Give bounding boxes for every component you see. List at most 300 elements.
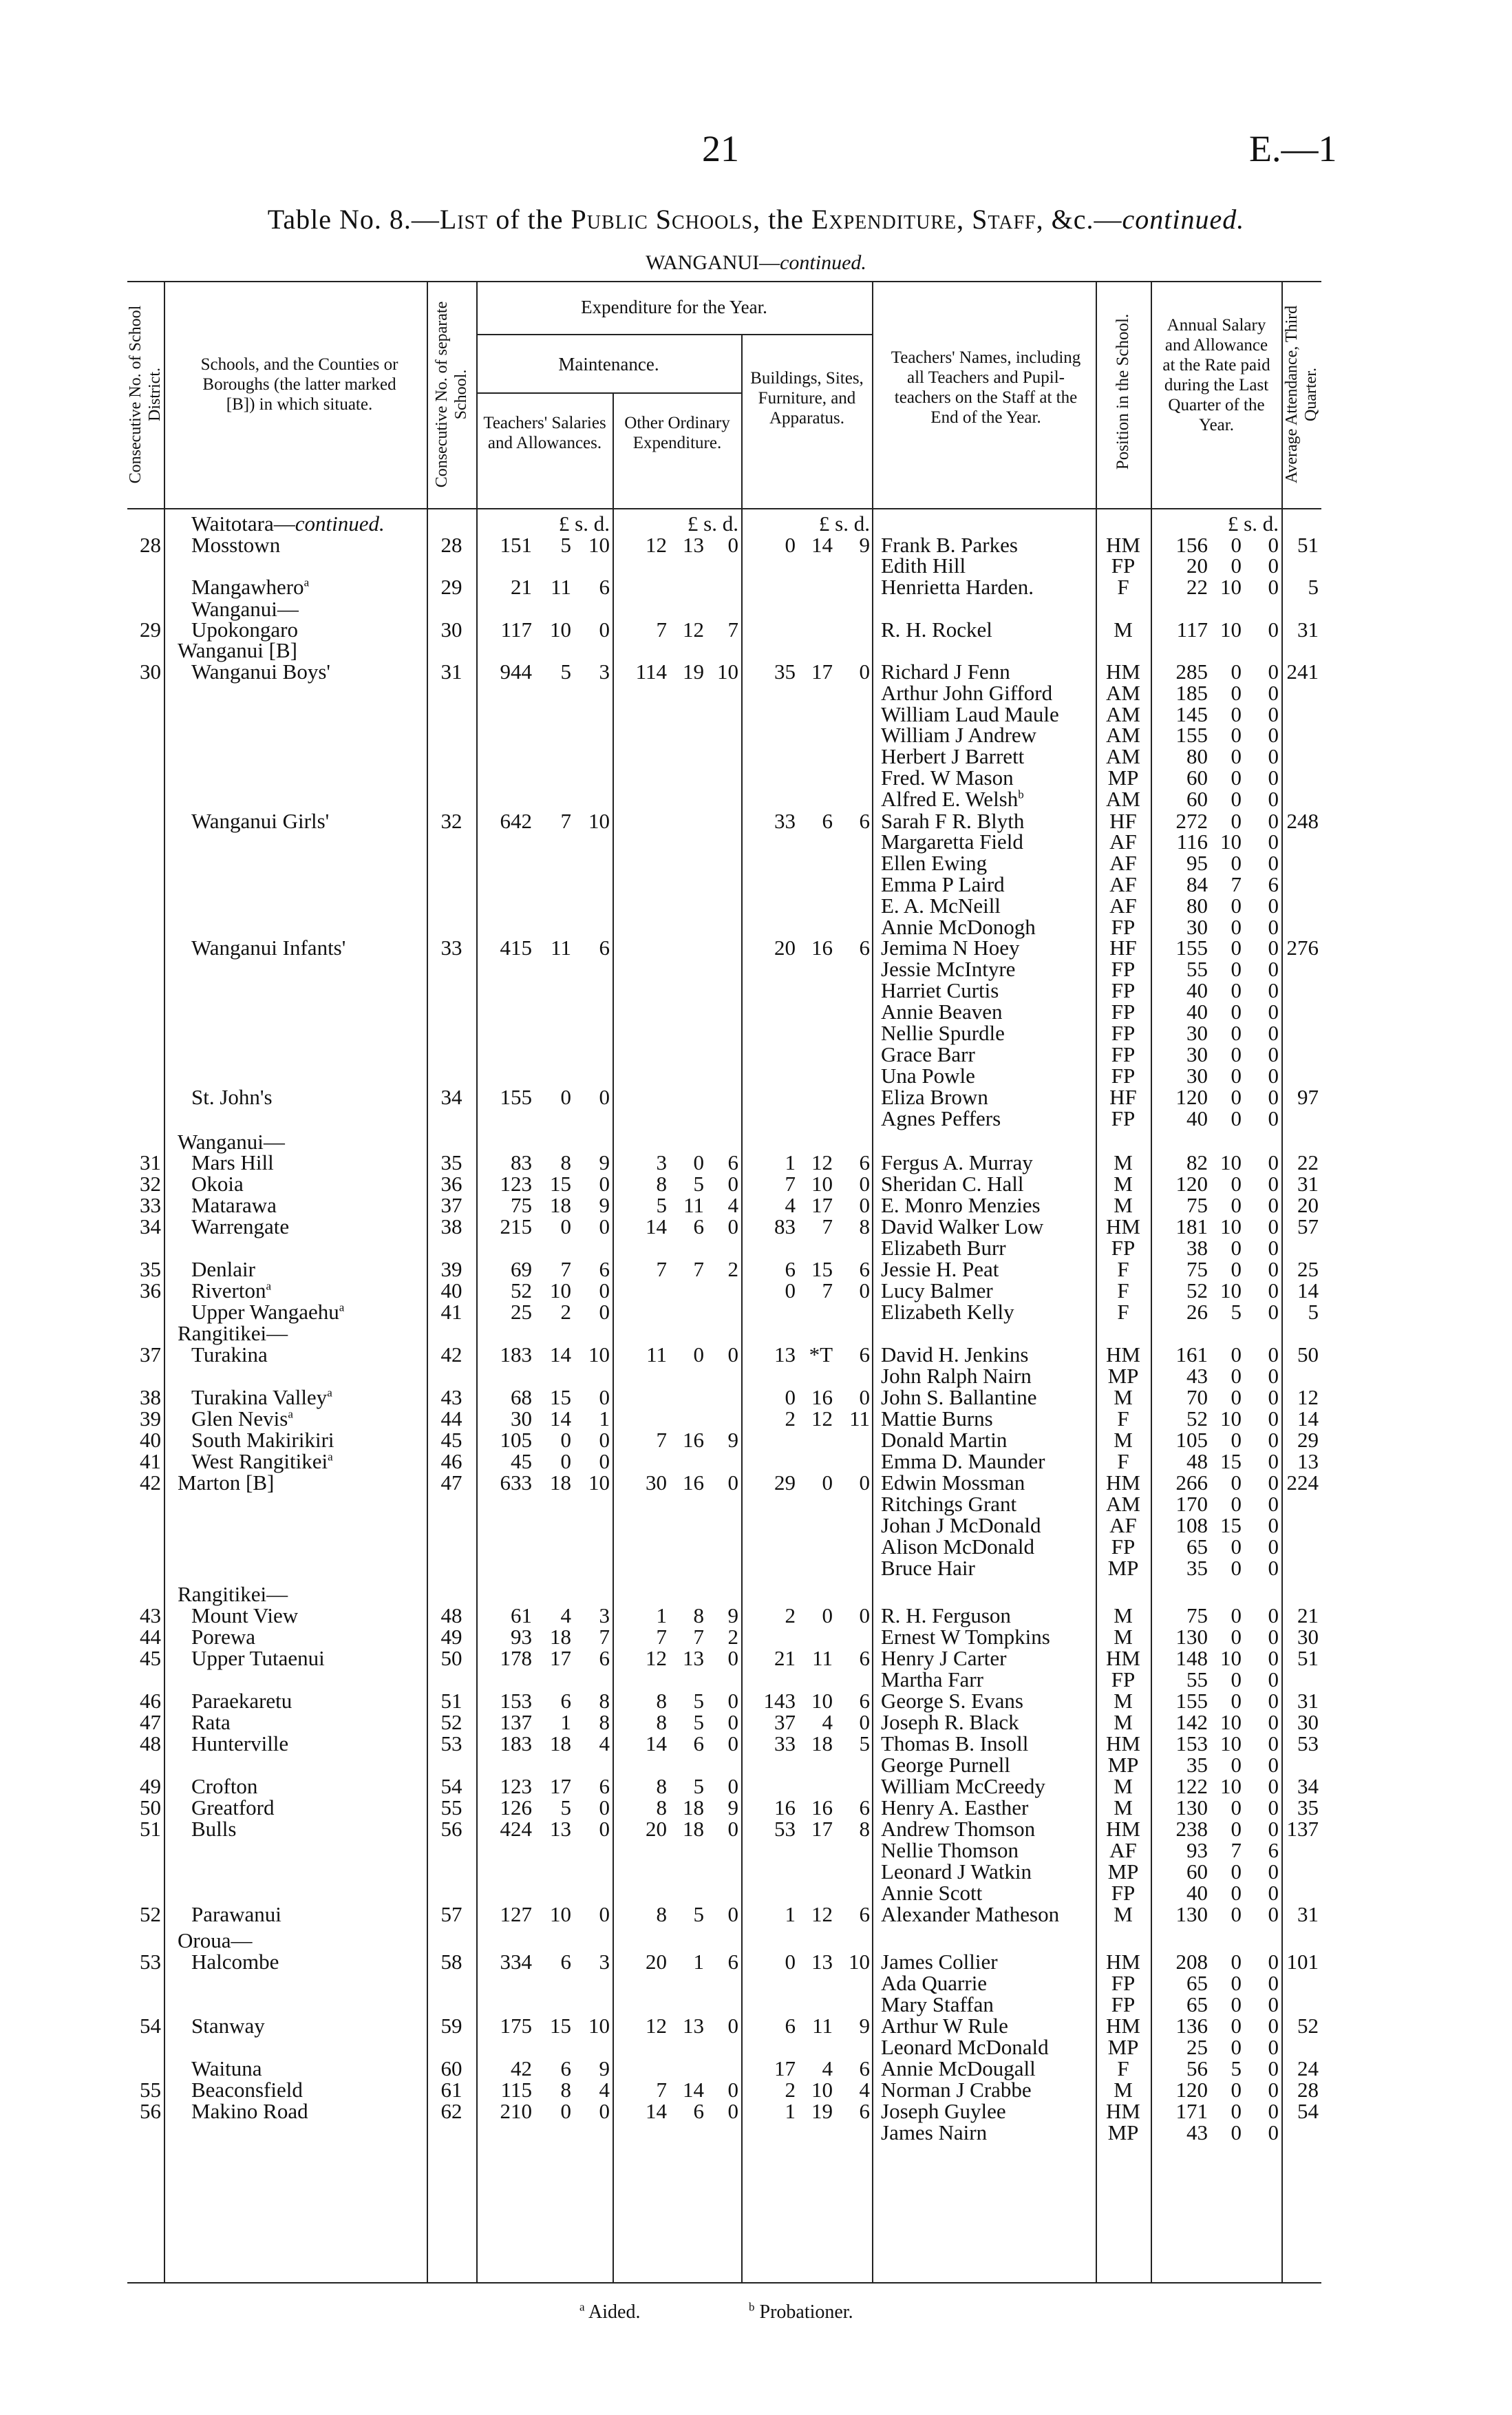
teacher-name: [881, 788, 1024, 810]
school-name-text: Riverton: [191, 1278, 266, 1303]
sal-shillings: 11: [551, 936, 571, 960]
ann-shillings: 0: [1231, 2099, 1242, 2123]
bld-pence: 0: [859, 1278, 870, 1303]
school-number: 33: [440, 936, 462, 960]
header-schools: Schools, and the Counties or Boroughs (the latter marked [B]) in which situate.: [200, 355, 398, 414]
bld-pence: 6: [859, 1689, 870, 1713]
ann-shillings: 10: [1220, 830, 1242, 854]
school-name-continued: continued.: [295, 512, 385, 536]
ann-shillings: 10: [1220, 1774, 1242, 1798]
bld-shillings: 11: [812, 2014, 833, 2038]
teacher-position: AF: [1109, 872, 1137, 896]
ann-pounds: 155: [1175, 723, 1208, 747]
ann-shillings: 10: [1220, 1150, 1242, 1174]
sal-shillings: 18: [550, 1470, 571, 1495]
ann-pence: 0: [1268, 1364, 1279, 1388]
header-teachers-names: Teachers' Names, including all Teachers and Pupil-teachers on the Staff at the End of the Year.: [891, 348, 1081, 427]
ann-shillings: 0: [1231, 1085, 1242, 1109]
average-attendance: 97: [1297, 1085, 1319, 1109]
ann-pounds: 185: [1175, 681, 1208, 705]
district-number: 43: [140, 1603, 161, 1627]
oth-pounds: 12: [646, 2014, 667, 2038]
oth-shillings: 12: [683, 618, 704, 642]
school-name-text: Warrengate: [191, 1214, 290, 1238]
teacher-name-text: Johan J McDonald: [881, 1513, 1041, 1537]
header-district-no: Consecutive No. of School District.: [127, 305, 164, 484]
aided-mark: a: [304, 576, 310, 589]
school-number: 41: [440, 1300, 462, 1324]
header-school-no: Consecutive No. of separate School.: [433, 301, 470, 488]
teacher-position: F: [1117, 2056, 1129, 2080]
average-attendance: 5: [1308, 575, 1319, 599]
oth-pounds: 12: [646, 533, 667, 557]
school-name: [178, 1472, 274, 1494]
ann-pence: 0: [1268, 1513, 1279, 1537]
ann-pence: 0: [1268, 2078, 1279, 2102]
average-attendance: 34: [1297, 1774, 1319, 1798]
teacher-name-text: James Collier: [881, 1950, 998, 1974]
oth-pence: 0: [727, 1342, 738, 1367]
ann-pounds: 285: [1175, 660, 1208, 684]
teacher-name-text: Ellen Ewing: [881, 851, 988, 875]
ann-shillings: 0: [1231, 1492, 1242, 1516]
school-number: 36: [440, 1172, 462, 1196]
ann-pounds: 40: [1186, 1881, 1208, 1905]
sal-shillings: 17: [550, 1774, 571, 1798]
sal-shillings: 0: [560, 1428, 571, 1452]
teacher-name: [881, 831, 1023, 853]
teacher-position: F: [1117, 1300, 1129, 1324]
teacher-position: FP: [1111, 1064, 1136, 1088]
column-rule: [1096, 281, 1097, 2282]
sal-pence: 0: [599, 1428, 610, 1452]
ann-pence: 0: [1268, 660, 1279, 684]
ann-shillings: 0: [1231, 1992, 1242, 2016]
ann-pounds: 52: [1186, 1406, 1208, 1431]
school-name: [191, 1152, 274, 1174]
oth-pounds: 7: [656, 2078, 667, 2102]
ann-pence: 0: [1268, 1470, 1279, 1495]
teacher-name-text: Eliza Brown: [881, 1085, 988, 1109]
sal-shillings: 8: [560, 2078, 571, 2102]
school-name-text: Matarawa: [191, 1193, 277, 1217]
title-part: List: [439, 204, 489, 235]
sal-shillings: 6: [560, 1950, 571, 1974]
ann-shillings: 5: [1231, 1300, 1242, 1324]
ann-pence: 0: [1268, 1172, 1279, 1196]
average-attendance: 21: [1297, 1603, 1319, 1627]
ann-pounds: 84: [1186, 872, 1208, 896]
bld-pounds: 35: [774, 660, 796, 684]
school-number: 61: [440, 2078, 462, 2102]
ann-pence: 0: [1268, 1000, 1279, 1024]
school-name-text: Parawanui: [191, 1902, 281, 1926]
ann-pence: 0: [1268, 2120, 1279, 2144]
sal-pence: 4: [599, 1731, 610, 1755]
teacher-name: [881, 895, 1001, 917]
header-expenditure: Expenditure for the Year.: [581, 297, 767, 317]
oth-pounds: 14: [646, 2099, 667, 2123]
oth-pounds: 20: [646, 1817, 667, 1841]
sal-pence: 3: [599, 1950, 610, 1974]
bld-pence: 11: [849, 1406, 870, 1431]
school-number: 57: [440, 1902, 462, 1926]
school-name: [191, 2058, 262, 2080]
teacher-name-text: Thomas B. Insoll: [881, 1731, 1029, 1755]
school-name-text: Okoia: [191, 1172, 244, 1196]
ann-pounds: 56: [1186, 2056, 1208, 2080]
teacher-name: [881, 746, 1024, 768]
column-rule: [1151, 281, 1152, 2282]
sal-pounds: 153: [500, 1689, 532, 1713]
ann-pounds: 52: [1186, 1278, 1208, 1303]
school-name-text: Makino Road: [191, 2099, 308, 2123]
ann-shillings: 0: [1231, 1881, 1242, 1905]
ann-pence: 0: [1268, 1492, 1279, 1516]
teacher-name-text: Harriet Curtis: [881, 978, 999, 1002]
teacher-name: [881, 619, 992, 641]
ann-pence: 0: [1268, 1992, 1279, 2016]
teacher-position: F: [1117, 1278, 1129, 1303]
ann-pence: 0: [1268, 1646, 1279, 1670]
teacher-position: M: [1114, 1385, 1133, 1409]
teacher-name-text: Arthur John Gifford: [881, 681, 1053, 705]
sal-pounds: 30: [511, 1406, 532, 1431]
sal-shillings: 8: [560, 1150, 571, 1174]
ann-pence: 0: [1268, 766, 1279, 790]
ann-pounds: 75: [1186, 1603, 1208, 1627]
oth-shillings: 16: [683, 1470, 704, 1495]
average-attendance: 50: [1297, 1342, 1319, 1367]
school-number: 45: [440, 1428, 462, 1452]
teacher-name-text: Lucy Balmer: [881, 1278, 993, 1303]
ann-pounds: 30: [1186, 915, 1208, 939]
ann-pounds: 171: [1175, 2099, 1208, 2123]
average-attendance: 31: [1297, 1902, 1319, 1926]
sal-shillings: 14: [550, 1342, 571, 1367]
ann-pounds: 117: [1176, 618, 1208, 642]
bld-pence: 0: [859, 1385, 870, 1409]
sal-pounds: 642: [500, 809, 532, 833]
oth-pence: 0: [727, 1689, 738, 1713]
teacher-position: HM: [1106, 2014, 1140, 2038]
school-name: [191, 1216, 289, 1238]
teacher-name: [881, 2058, 1036, 2080]
ann-pounds: 30: [1186, 1064, 1208, 1088]
ann-shillings: 10: [1220, 575, 1242, 599]
teacher-position: M: [1114, 2078, 1133, 2102]
average-attendance: 54: [1297, 2099, 1319, 2123]
bld-pounds: 6: [785, 2014, 796, 2038]
teacher-name-text: Joseph Guylee: [881, 2099, 1006, 2123]
sal-pounds: 123: [500, 1172, 532, 1196]
ann-pounds: 120: [1175, 1172, 1208, 1196]
bld-pence: 0: [859, 660, 870, 684]
district-number: 41: [140, 1449, 161, 1473]
school-name: [191, 1408, 293, 1430]
school-number: 35: [440, 1150, 462, 1174]
bld-pence: 0: [859, 1710, 870, 1734]
teacher-name: [881, 2079, 1032, 2101]
school-name-text: West Rangitikei: [191, 1449, 328, 1473]
oth-pence: 0: [727, 1470, 738, 1495]
sal-shillings: 18: [550, 1193, 571, 1217]
ann-pounds: 156: [1175, 533, 1208, 557]
average-attendance: 51: [1297, 1646, 1319, 1670]
ann-shillings: 10: [1220, 1710, 1242, 1734]
teacher-name: [881, 1216, 1043, 1238]
oth-pounds: 12: [646, 1646, 667, 1670]
column-rule: [872, 281, 873, 2282]
teacher-position: HM: [1106, 1817, 1140, 1841]
sal-shillings: 6: [560, 2056, 571, 2080]
bld-pence: 8: [859, 1214, 870, 1238]
ann-shillings: 0: [1231, 1817, 1242, 1841]
bld-shillings: 7: [822, 1278, 833, 1303]
teacher-name-text: Annie Scott: [881, 1881, 983, 1905]
ann-pounds: 105: [1175, 1428, 1208, 1452]
teacher-name-text: Leonard McDonald: [881, 2035, 1049, 2059]
bld-pounds: 2: [785, 1406, 796, 1431]
teacher-name-text: James Nairn: [881, 2120, 988, 2144]
school-name-text: Marton [B]: [178, 1470, 275, 1495]
ann-pence: 0: [1268, 1971, 1279, 1995]
ann-shillings: 0: [1231, 1236, 1242, 1260]
sal-pence: 10: [588, 1342, 610, 1367]
bld-shillings: 16: [811, 936, 833, 960]
sal-shillings: 10: [550, 618, 571, 642]
teacher-name-text: Grace Barr: [881, 1042, 975, 1066]
ann-pence: 0: [1268, 1556, 1279, 1580]
oth-pounds: 14: [646, 1731, 667, 1755]
teacher-name: [881, 874, 1005, 896]
district-number: 53: [140, 1950, 161, 1974]
teacher-position: AM: [1106, 723, 1140, 747]
oth-pence: 9: [727, 1603, 738, 1627]
average-attendance: 276: [1286, 936, 1319, 960]
ann-shillings: 0: [1231, 915, 1242, 939]
school-name: [191, 1951, 279, 1973]
ann-pounds: 40: [1186, 978, 1208, 1002]
teacher-name: [881, 1472, 1025, 1494]
sal-pounds: 69: [511, 1257, 532, 1281]
oth-pence: 0: [727, 533, 738, 557]
sal-pence: 10: [588, 1470, 610, 1495]
ann-pence: 0: [1268, 681, 1279, 705]
school-name: [191, 1386, 332, 1409]
teacher-name: [881, 1839, 1019, 1862]
sal-pounds: 68: [511, 1385, 532, 1409]
teacher-name-text: Frank B. Parkes: [881, 533, 1018, 557]
ann-pounds: 55: [1186, 957, 1208, 981]
teacher-name: [881, 2015, 1008, 2037]
currency-unit-header: £ s. d.: [1227, 512, 1279, 536]
bld-pounds: 21: [774, 1646, 796, 1670]
oth-pounds: 8: [656, 1902, 667, 1926]
sal-shillings: 15: [550, 2014, 571, 2038]
currency-unit-header: £ s. d.: [687, 512, 738, 536]
teacher-position: M: [1114, 1193, 1133, 1217]
ann-pence: 0: [1268, 1902, 1279, 1926]
teacher-name: [881, 1951, 998, 1973]
bld-pence: 6: [859, 1902, 870, 1926]
teacher-name-text: Alfred E. Welsh: [881, 787, 1019, 811]
teacher-name-text: Leonard J Watkin: [881, 1859, 1032, 1884]
sal-shillings: 18: [550, 1731, 571, 1755]
bld-pence: 9: [859, 533, 870, 557]
footnote-probationer: $^b$ Probationer.: [749, 2300, 853, 2323]
school-name-text: Waitotara—: [191, 512, 295, 536]
bld-pence: 10: [849, 1950, 870, 1974]
oth-pence: 6: [727, 1150, 738, 1174]
sal-pence: 0: [599, 2099, 610, 2123]
ann-pence: 0: [1268, 1193, 1279, 1217]
table-bottom-rule: [127, 2282, 1321, 2284]
teacher-position: HM: [1106, 1470, 1140, 1495]
oth-shillings: 7: [693, 1257, 704, 1281]
oth-shillings: 6: [693, 1214, 704, 1238]
teacher-position: M: [1114, 1428, 1133, 1452]
average-attendance: 31: [1297, 1689, 1319, 1713]
school-number: 60: [440, 2056, 462, 2080]
ann-shillings: 0: [1231, 1385, 1242, 1409]
teacher-position: MP: [1107, 1753, 1139, 1777]
teacher-position: AF: [1109, 894, 1137, 918]
sal-pounds: 123: [500, 1774, 532, 1798]
school-name-text: Hunterville: [191, 1731, 289, 1755]
ann-pence: 0: [1268, 2035, 1279, 2059]
ann-shillings: 10: [1220, 1731, 1242, 1755]
ann-shillings: 0: [1231, 787, 1242, 811]
ann-pence: 0: [1268, 1406, 1279, 1431]
school-name-text: Oroua—: [178, 1928, 253, 1952]
bld-pounds: 2: [785, 1603, 796, 1627]
district-number: 34: [140, 1214, 161, 1238]
ann-pounds: 60: [1186, 766, 1208, 790]
average-attendance: 14: [1297, 1406, 1319, 1431]
teacher-position: F: [1117, 1257, 1129, 1281]
table-top-rule: [127, 281, 1321, 282]
ann-shillings: 10: [1220, 618, 1242, 642]
teacher-name-text: Elizabeth Kelly: [881, 1300, 1014, 1324]
bld-pence: 6: [859, 1342, 870, 1367]
ann-shillings: 0: [1231, 553, 1242, 578]
sal-pounds: 944: [500, 660, 532, 684]
school-number: 42: [440, 1342, 462, 1367]
ann-pounds: 130: [1175, 1795, 1208, 1820]
teacher-name: [881, 1711, 1019, 1733]
bld-shillings: 0: [822, 1603, 833, 1627]
district-number: 56: [140, 2099, 161, 2123]
district-number: 49: [140, 1774, 161, 1798]
sal-pence: 9: [599, 1150, 610, 1174]
ann-shillings: 0: [1231, 1667, 1242, 1691]
school-name-text: Wanganui Infants': [191, 936, 346, 960]
ann-shillings: 0: [1231, 766, 1242, 790]
ann-pounds: 82: [1186, 1150, 1208, 1174]
school-name-text: Wanganui—: [178, 1130, 285, 1154]
average-attendance: 29: [1297, 1428, 1319, 1452]
ann-pounds: 30: [1186, 1042, 1208, 1066]
district-number: 47: [140, 1710, 161, 1734]
sal-pence: 6: [599, 1774, 610, 1798]
sal-shillings: 10: [550, 1278, 571, 1303]
header-maintenance: Maintenance.: [558, 354, 659, 375]
sal-pence: 0: [599, 1817, 610, 1841]
teacher-name-text: Alexander Matheson: [881, 1902, 1060, 1926]
teacher-name: [881, 767, 1014, 789]
ann-pounds: 120: [1175, 2078, 1208, 2102]
oth-pence: 2: [727, 1257, 738, 1281]
school-name-text: Waituna: [191, 2056, 262, 2080]
school-name-text: Denlair: [191, 1257, 255, 1281]
ann-pounds: 122: [1175, 1774, 1208, 1798]
ann-shillings: 0: [1231, 660, 1242, 684]
sal-pounds: 105: [500, 1428, 532, 1452]
sal-pounds: 334: [500, 1950, 532, 1974]
ann-pence: 0: [1268, 1021, 1279, 1045]
oth-shillings: 14: [683, 2078, 704, 2102]
sal-pounds: 155: [500, 1085, 532, 1109]
ann-pounds: 70: [1186, 1385, 1208, 1409]
oth-pence: 7: [727, 618, 738, 642]
ann-pounds: 40: [1186, 1000, 1208, 1024]
school-number: 48: [440, 1603, 462, 1627]
teacher-name-text: George Purnell: [881, 1753, 1010, 1777]
footnote-aided: $^a$ Aided.: [579, 2300, 641, 2323]
school-number: 31: [440, 660, 462, 684]
teacher-position: MP: [1107, 2035, 1139, 2059]
teacher-name-text: Agnes Peffers: [881, 1106, 1001, 1130]
bld-pounds: 13: [774, 1342, 796, 1367]
teacher-position: AF: [1109, 1838, 1137, 1862]
school-name: [191, 1605, 298, 1627]
school-number: 54: [440, 1774, 462, 1798]
teacher-name: [881, 1022, 1005, 1044]
title-part: , &c.—: [1036, 204, 1122, 235]
school-name-text: Porewa: [191, 1625, 255, 1649]
district-number: 52: [140, 1902, 161, 1926]
ann-shillings: 0: [1231, 1753, 1242, 1777]
district-number: 30: [140, 660, 161, 684]
teacher-name: [881, 1605, 1011, 1627]
sal-pounds: 127: [500, 1902, 532, 1926]
teacher-name-text: Elizabeth Burr: [881, 1236, 1006, 1260]
sal-shillings: 17: [550, 1646, 571, 1670]
ann-pounds: 38: [1186, 1236, 1208, 1260]
ann-shillings: 0: [1231, 2014, 1242, 2038]
school-number: 40: [440, 1278, 462, 1303]
ann-pence: 0: [1268, 1950, 1279, 1974]
teacher-position: M: [1114, 1902, 1133, 1926]
oth-shillings: 6: [693, 1731, 704, 1755]
school-name: [178, 1583, 288, 1605]
teacher-name: [881, 1493, 1016, 1515]
column-rule: [613, 392, 614, 2282]
bld-pence: 6: [859, 936, 870, 960]
sal-pounds: 415: [500, 936, 532, 960]
ann-pounds: 65: [1186, 1992, 1208, 2016]
region-heading: [0, 251, 1512, 275]
school-name-text: South Makirikiri: [191, 1428, 334, 1452]
teacher-name-text: Emma D. Maunder: [881, 1449, 1045, 1473]
ann-shillings: 10: [1220, 1214, 1242, 1238]
sal-pounds: 126: [500, 1795, 532, 1820]
teacher-name: [881, 1152, 1033, 1174]
ann-shillings: 0: [1231, 809, 1242, 833]
ann-pence: 0: [1268, 1342, 1279, 1367]
teacher-position: MP: [1107, 1859, 1139, 1884]
